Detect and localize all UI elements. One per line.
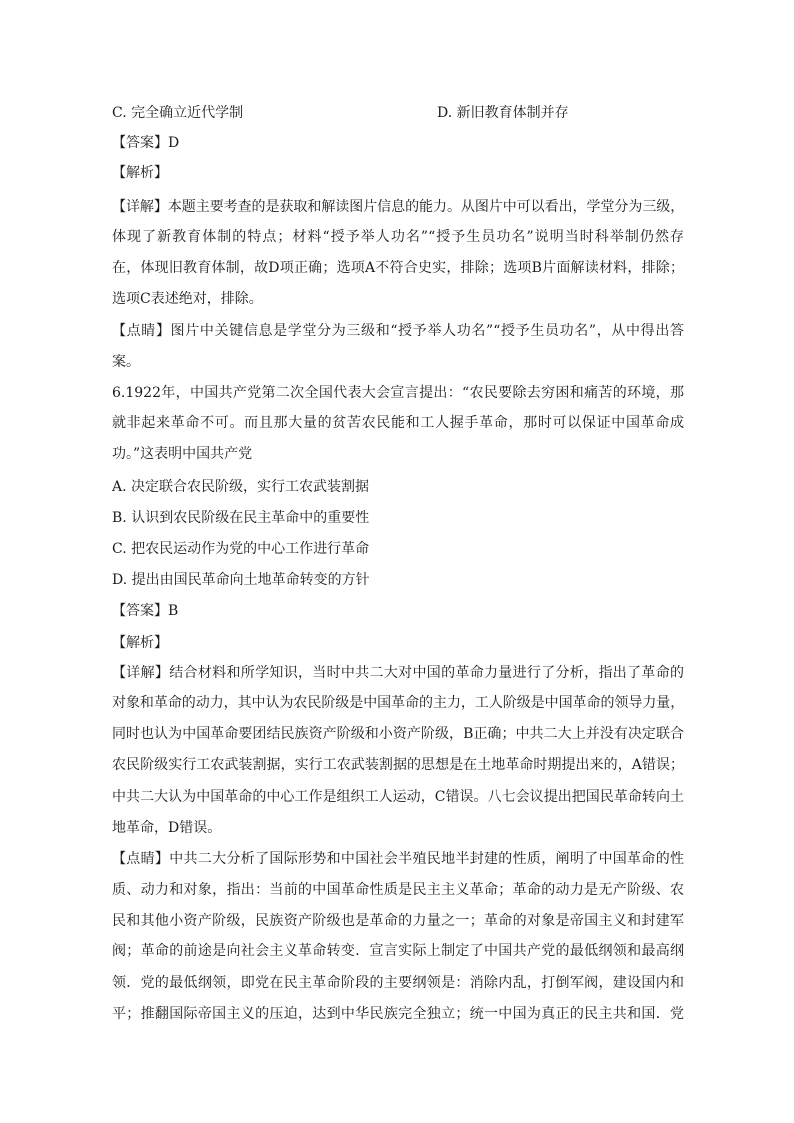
q5-detail-line: 体现了新教育体制的特点；材料“授予举人功名”“授予生员功名”说明当时科举制仍然存 bbox=[112, 229, 684, 245]
q6-note-line: 【点睛】中共二大分析了国际形势和中国社会半殖民地半封建的性质，阐明了中国革命的性 bbox=[112, 851, 684, 867]
q6-note-line: 阀；革命的前途是向社会主义革命转变．宣言实际上制定了中国共产党的最低纲领和最高纲 bbox=[112, 943, 684, 959]
q5-note-line: 【点睛】图片中关键信息是学堂分为三级和“授予举人功名”“授予生员功名”，从中得出答 bbox=[112, 323, 684, 339]
q6-detail-line: 中共二大认为中国革命的中心工作是组织工人运动，C错误。八七会议提出把国民革命转向土 bbox=[112, 789, 684, 805]
q5-detail-line: 在，体现旧教育体制，故D项正确；选项A不符合史实，排除；选项B片面解读材料，排除； bbox=[112, 260, 684, 276]
q6-note-line: 质、动力和对象，指出：当前的中国革命性质是民主主义革命；革命的动力是无产阶级、农 bbox=[112, 882, 684, 898]
q6-stem-line: 就非起来革命不可。而且那大量的贫苦农民能和工人握手革命，那时可以保证中国革命成 bbox=[112, 415, 684, 431]
q5-detail-line: 选项C表述绝对，排除。 bbox=[112, 291, 263, 307]
q5-detail-line: 【详解】本题主要考查的是获取和解读图片信息的能力。从图片中可以看出，学堂分为三级， bbox=[112, 199, 684, 215]
q6-note-line: 平；推翻国际帝国主义的压迫，达到中华民族完全独立；统一中国为真正的民主共和国．党 bbox=[112, 1006, 684, 1022]
q6-note-line: 领．党的最低纲领，即党在民主革命阶段的主要纲领是：消除内乱，打倒军阀，建设国内和 bbox=[112, 975, 684, 991]
q6-option-a: A. 决定联合农民阶级，实行工农武装割据 bbox=[112, 479, 370, 495]
q6-answer: 【答案】B bbox=[112, 603, 179, 619]
q5-analysis-label: 【解析】 bbox=[112, 165, 168, 181]
q6-detail-line: 对象和革命的动力，其中认为农民阶级是中国革命的主力，工人阶级是中国革命的领导力量， bbox=[112, 695, 684, 711]
q5-answer: 【答案】D bbox=[112, 135, 180, 151]
q6-option-d: D. 提出由国民革命向土地革命转变的方针 bbox=[112, 572, 370, 588]
q6-detail-line: 农民阶级实行工农武装割据，实行工农武装割据的思想是在土地革命时期提出来的，A错误； bbox=[112, 757, 684, 773]
q6-detail-line: 地革命，D错误。 bbox=[112, 820, 222, 836]
q6-analysis-label: 【解析】 bbox=[112, 635, 168, 651]
q6-stem-line: 6.1922年，中国共产党第二次全国代表大会宣言提出：“农民要除去穷困和痛苦的环境，那 bbox=[112, 385, 684, 401]
q5-option-d: D. 新旧教育体制并存 bbox=[437, 105, 569, 121]
q6-note-line: 民和其他小资产阶级，民族资产阶级也是革命的力量之一；革命的对象是帝国主义和封建军 bbox=[112, 913, 684, 929]
q6-option-b: B. 认识到农民阶级在民主革命中的重要性 bbox=[112, 510, 370, 526]
q6-detail-line: 【详解】结合材料和所学知识，当时中共二大对中国的革命力量进行了分析，指出了革命的 bbox=[112, 665, 684, 681]
q5-note-line: 案。 bbox=[112, 354, 140, 370]
q6-stem-line: 功。”这表明中国共产党 bbox=[112, 446, 253, 462]
q6-option-c: C. 把农民运动作为党的中心工作进行革命 bbox=[112, 541, 370, 557]
q6-detail-line: 同时也认为中国革命要团结民族资产阶级和小资产阶级，B正确；中共二大上并没有决定联合 bbox=[112, 726, 684, 742]
q5-option-c: C. 完全确立近代学制 bbox=[112, 105, 244, 121]
